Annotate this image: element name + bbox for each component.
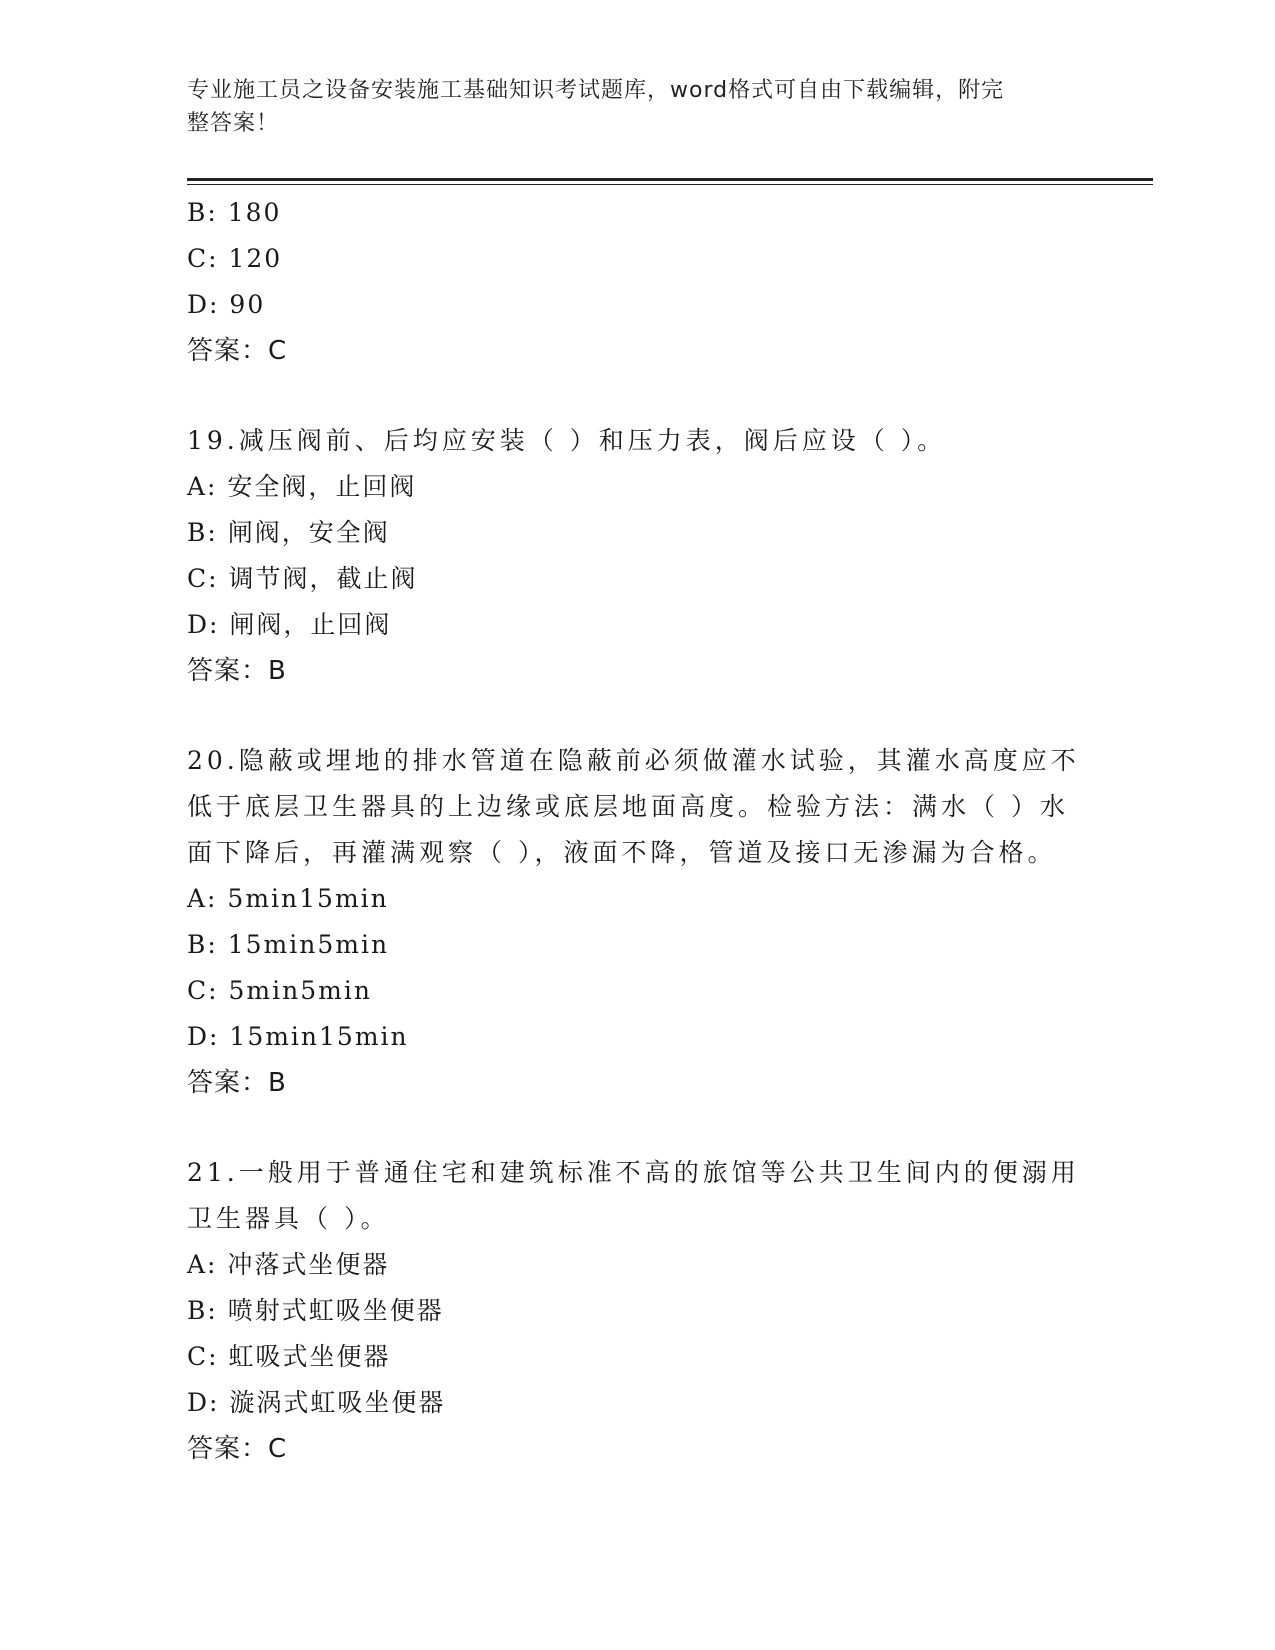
question-19-option-b: B: 闸阀，安全阀 bbox=[187, 518, 390, 547]
question-20-answer: 答案：B bbox=[187, 1068, 287, 1098]
header-divider-thick bbox=[187, 178, 1153, 181]
question-20-block bbox=[187, 738, 1087, 1106]
question-21-text bbox=[187, 1150, 1080, 1242]
spacer bbox=[187, 694, 1087, 738]
question-21-line-1: 21.一般用于普通住宅和建筑标准不高的旅馆等公共卫生间内的便溺用 bbox=[187, 1158, 1080, 1187]
question-21-answer: 答案：C bbox=[187, 1434, 288, 1464]
question-18-option-c: C: 120 bbox=[187, 244, 283, 273]
document-body bbox=[187, 190, 1087, 1472]
header-line-1: 专业施工员之设备安装施工基础知识考试题库，word格式可自由下载编辑，附完 bbox=[187, 78, 1005, 103]
question-18-option-b: B: 180 bbox=[187, 198, 282, 227]
question-20-line-3: 面下降后，再灌满观察（ ），液面不降，管道及接口无渗漏为合格。 bbox=[187, 838, 1057, 867]
question-19-option-c: C: 调节阀，截止阀 bbox=[187, 564, 418, 593]
question-19-text: 19.减压阀前、后均应安装（ ）和压力表，阀后应设（ ）。 bbox=[187, 426, 947, 455]
question-18-answer: 答案：C bbox=[187, 336, 288, 366]
question-19-option-d: D: 闸阀，止回阀 bbox=[187, 610, 392, 639]
question-18-block bbox=[187, 190, 1087, 374]
header-line-2: 整答案！ bbox=[187, 111, 280, 136]
question-19-option-a: A: 安全阀，止回阀 bbox=[187, 472, 417, 501]
spacer bbox=[187, 374, 1087, 418]
question-19-block bbox=[187, 418, 1087, 694]
question-21-option-d: D: 漩涡式虹吸坐便器 bbox=[187, 1388, 446, 1417]
question-21-block bbox=[187, 1150, 1087, 1472]
question-20-option-a: A: 5min15min bbox=[187, 884, 389, 913]
question-20-text bbox=[187, 738, 1080, 876]
question-21-option-a: A: 冲落式坐便器 bbox=[187, 1250, 390, 1279]
header-divider-thin bbox=[187, 184, 1153, 185]
question-20-line-2: 低于底层卫生器具的上边缘或底层地面高度。检验方法：满水（ ）水 bbox=[187, 792, 1069, 821]
question-20-line-1: 20.隐蔽或埋地的排水管道在隐蔽前必须做灌水试验，其灌水高度应不 bbox=[187, 746, 1080, 775]
question-21-option-c: C: 虹吸式坐便器 bbox=[187, 1342, 391, 1371]
question-19-answer: 答案：B bbox=[187, 656, 287, 686]
question-18-option-d: D: 90 bbox=[187, 290, 266, 319]
document-header bbox=[187, 74, 1067, 140]
question-20-option-c: C: 5min5min bbox=[187, 976, 372, 1005]
question-21-line-2: 卫生器具（ ）。 bbox=[187, 1204, 390, 1233]
question-20-option-b: B: 15min5min bbox=[187, 930, 390, 959]
question-21-option-b: B: 喷射式虹吸坐便器 bbox=[187, 1296, 444, 1325]
question-20-option-d: D: 15min15min bbox=[187, 1022, 409, 1051]
spacer bbox=[187, 1106, 1087, 1150]
